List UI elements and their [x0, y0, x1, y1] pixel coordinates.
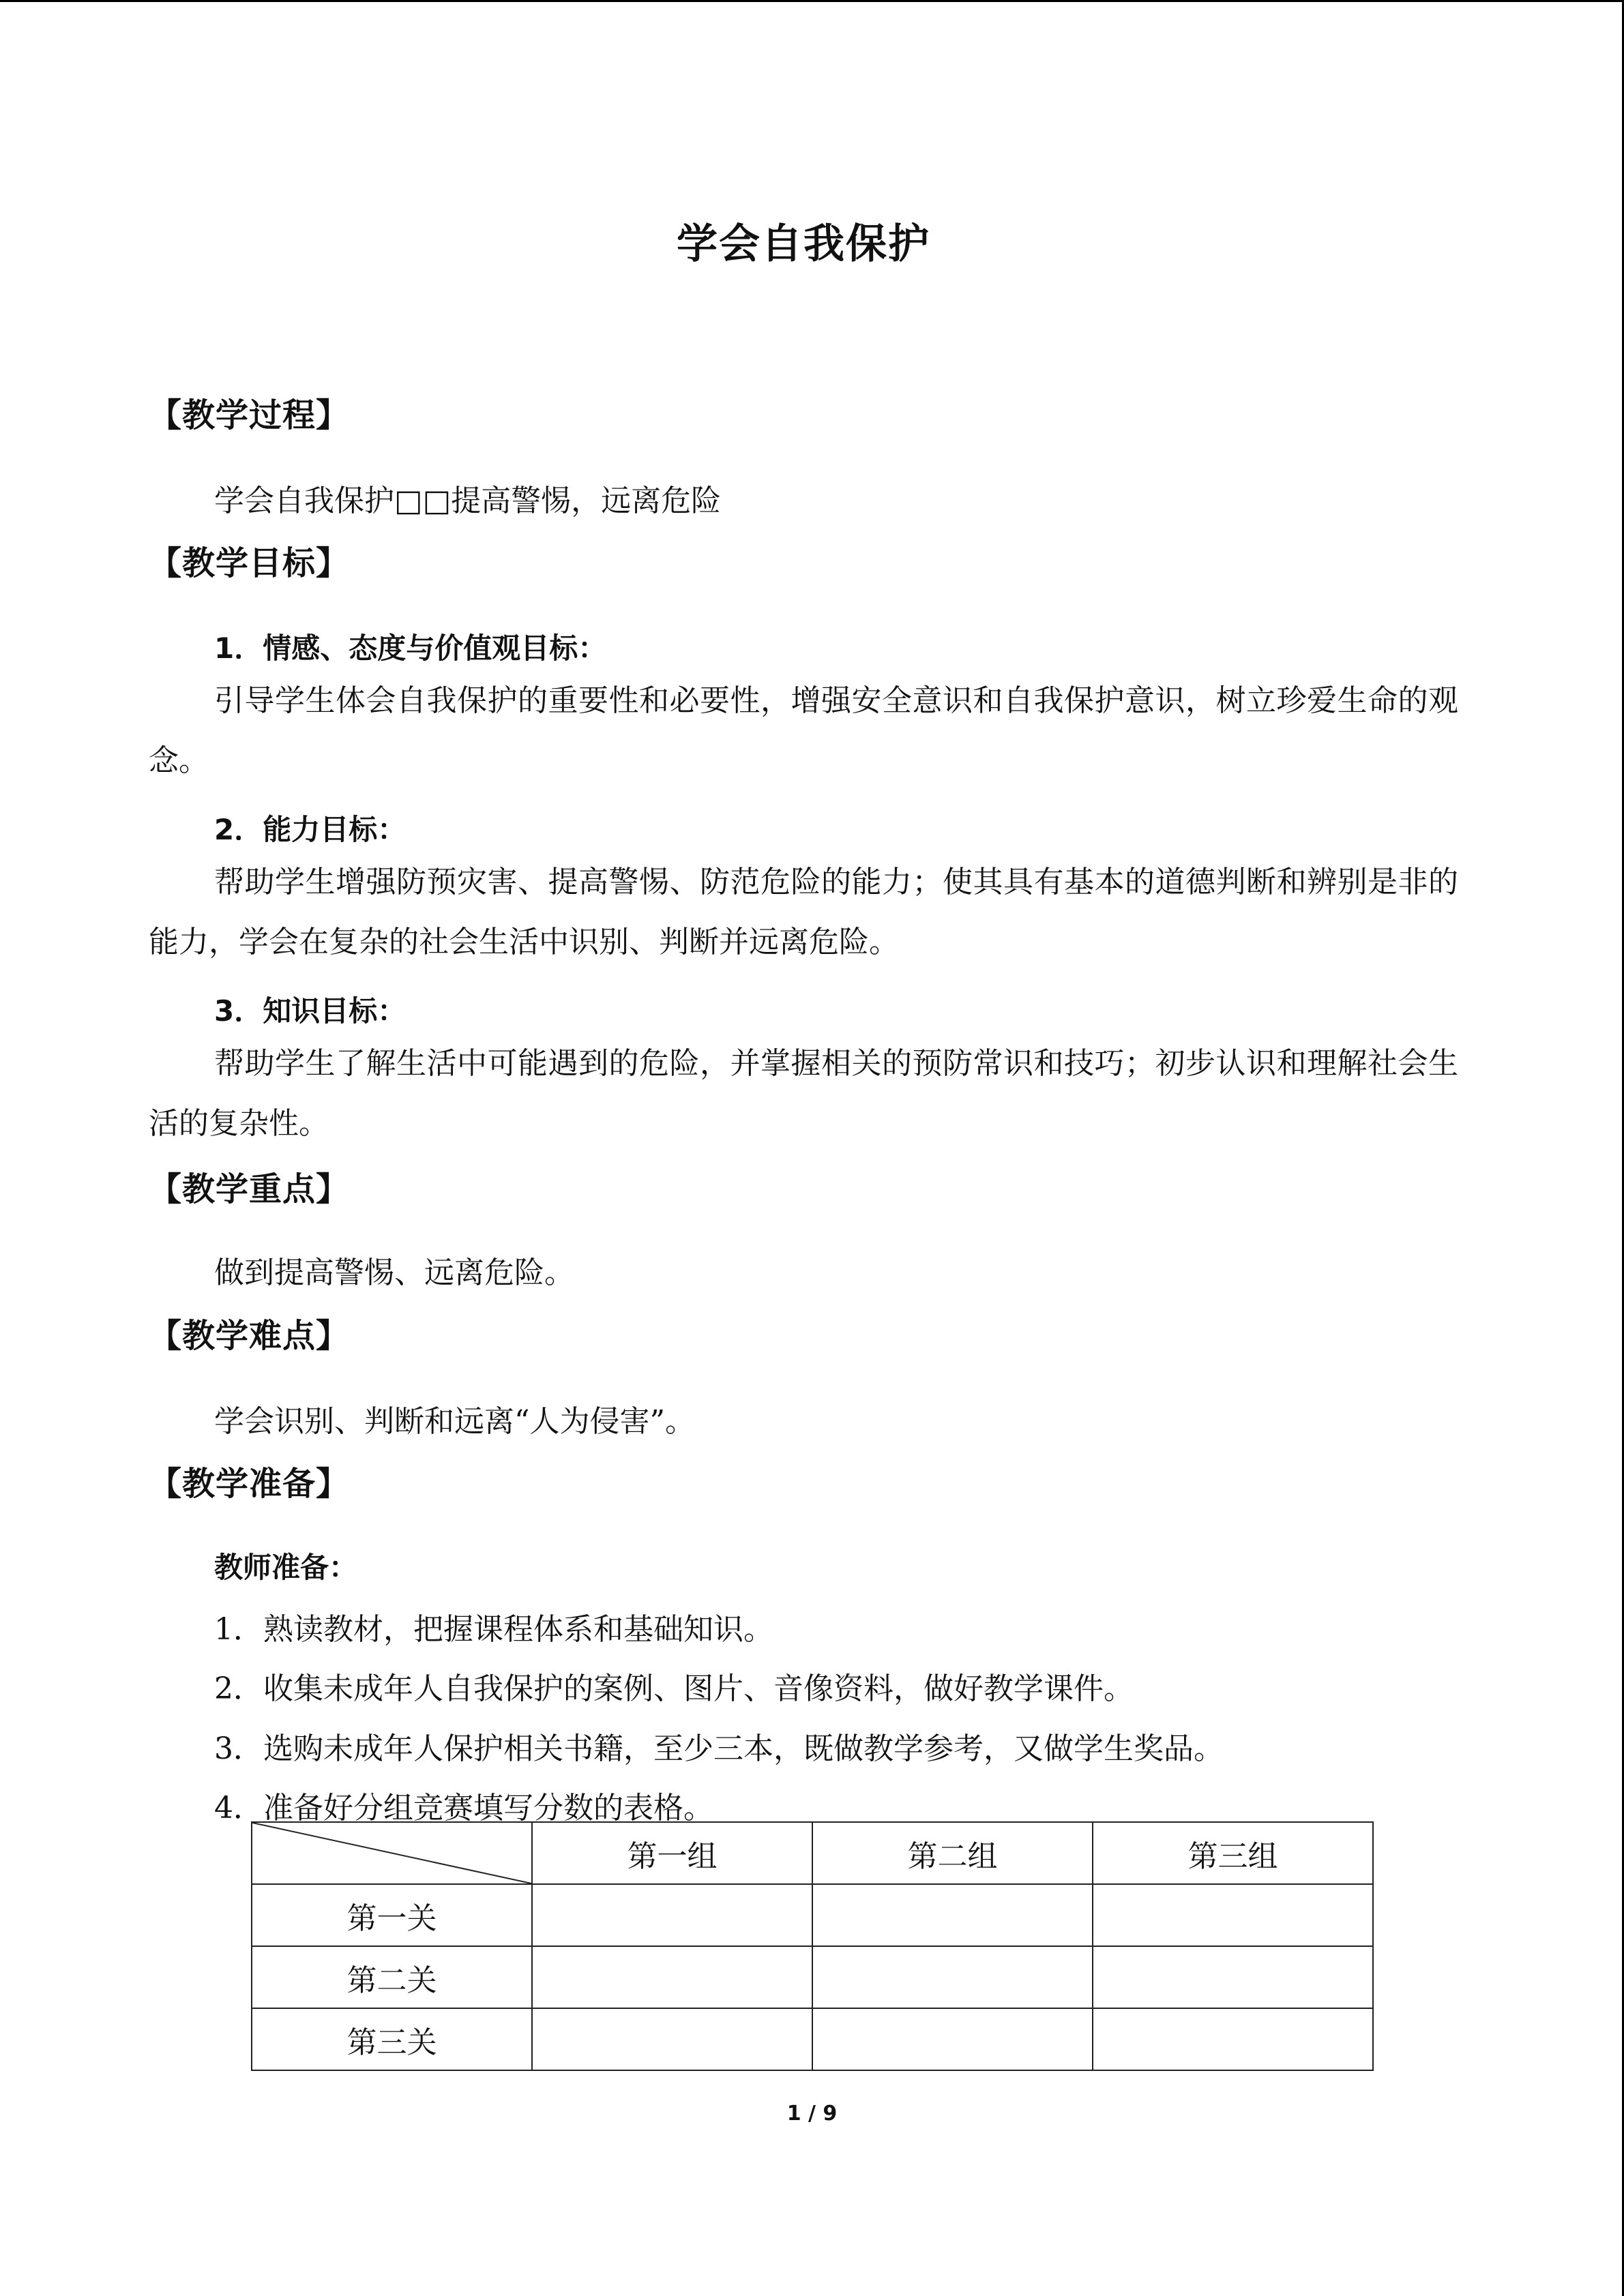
- table-header-row: [252, 1822, 1373, 1884]
- score-cell[interactable]: [812, 1884, 1093, 1946]
- heading-teaching-goals: 【教学目标】: [149, 544, 350, 582]
- row-header-round-2: 第二关: [252, 1946, 532, 2008]
- table-row: [252, 1946, 1373, 2008]
- teacher-preparation-label: 教师准备：: [214, 1551, 358, 1584]
- column-header-group-3: 第三组: [1093, 1822, 1373, 1884]
- goal-1-title: 1．情感、态度与价值观目标：: [214, 631, 607, 665]
- score-cell[interactable]: [532, 1946, 812, 2008]
- key-points-text: 做到提高警惕、远离危险。: [214, 1255, 574, 1290]
- process-text: 学会自我保护□□提高警惕，远离危险: [214, 483, 722, 518]
- corner-diagonal-line: [252, 1823, 531, 1883]
- row-header-round-3: 第三关: [252, 2008, 532, 2070]
- heading-key-points: 【教学重点】: [149, 1170, 350, 1208]
- table-row: [252, 1884, 1373, 1946]
- score-cell[interactable]: [532, 1884, 812, 1946]
- table-corner-cell: [252, 1822, 532, 1884]
- score-cell[interactable]: [1093, 1884, 1373, 1946]
- column-header-group-2: 第二组: [812, 1822, 1093, 1884]
- row-header-round-1: 第一关: [252, 1884, 532, 1946]
- goal-3-title: 3．知识目标：: [214, 994, 407, 1028]
- score-table: [251, 1821, 1374, 2071]
- heading-teaching-process: 【教学过程】: [149, 396, 350, 434]
- goal-3-text: 帮助学生了解生活中可能遇到的危险，并掌握相关的预防常识和技巧；初步认识和理解社会生活的复杂性。: [149, 1046, 1458, 1141]
- score-cell[interactable]: [532, 2008, 812, 2070]
- goal-1-text: 引导学生体会自我保护的重要性和必要性，增强安全意识和自我保护意识，树立珍爱生命的观念。: [149, 683, 1458, 778]
- document-title: 学会自我保护: [677, 220, 930, 268]
- score-cell[interactable]: [1093, 1946, 1373, 2008]
- score-cell[interactable]: [1093, 2008, 1373, 2070]
- goal-2-title: 2．能力目标：: [214, 813, 407, 846]
- goal-2-text: 帮助学生增强防预灾害、提高警惕、防范危险的能力；使其具有基本的道德判断和辨别是非的能力，学会在复杂的社会生活中识别、判断并远离危险。: [149, 865, 1458, 959]
- prep-item-3: 3．选购未成年人保护相关书籍，至少三本，既做教学参考，又做学生奖品。: [214, 1731, 1224, 1766]
- heading-preparation: 【教学准备】: [149, 1465, 350, 1503]
- column-header-group-1: 第一组: [532, 1822, 812, 1884]
- table-row: [252, 2008, 1373, 2070]
- heading-difficulties: 【教学难点】: [149, 1317, 350, 1355]
- prep-item-2: 2．收集未成年人自我保护的案例、图片、音像资料，做好教学课件。: [214, 1671, 1134, 1706]
- score-cell[interactable]: [812, 2008, 1093, 2070]
- page-number: 1 / 9: [786, 2102, 838, 2126]
- prep-item-4: 4．准备好分组竞赛填写分数的表格。: [214, 1791, 713, 1825]
- score-cell[interactable]: [812, 1946, 1093, 2008]
- prep-item-1: 1．熟读教材，把握课程体系和基础知识。: [214, 1612, 773, 1647]
- difficulties-text: 学会识别、判断和远离“人为侵害”。: [214, 1404, 695, 1439]
